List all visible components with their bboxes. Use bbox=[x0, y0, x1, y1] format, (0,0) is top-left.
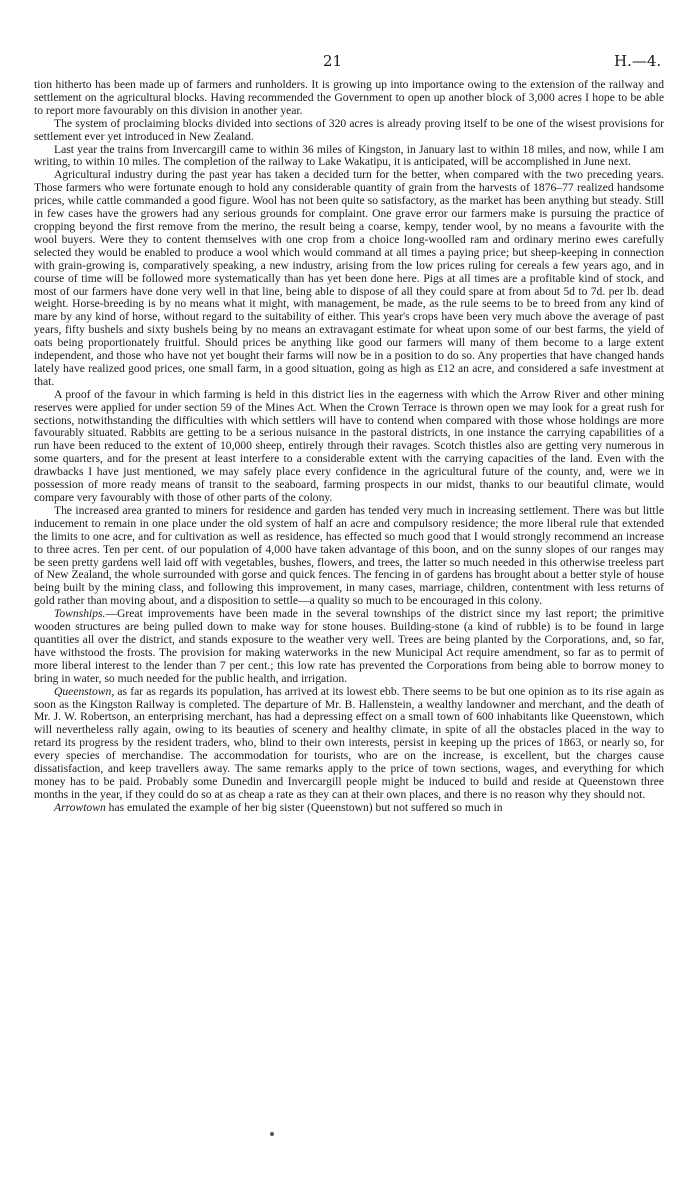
paragraph-text: Last year the trains from Invercargill came to within 36 miles of Kingston, in January last to within 18 miles, and now, while I am writing, to within 10 miles. The completion of the railway to Lake Wakatipu, it is anticipated, will be accomplished in June next. bbox=[34, 142, 664, 169]
paragraph-lead: Townships. bbox=[54, 607, 106, 621]
paragraph-text: as far as regards its population, has arrived at its lowest ebb. There seems to be but one opinion as to its rise again as soon as the Kingston Railway is completed. The departure of Mr. B. Hallenstein, a wealthy landowner and merchant, and the death of Mr. J. W. Robertson, an enterprising merchant, has had a depressing effect on a small town of 600 inhabitants like Queenstown, which will nevertheless rally again, owing to its beauties of scenery and healthy climate, in spite of all the obstacles placed in the way to retard its progress by the resident traders, who, blind to their own interests, persist in keeping up the prices of 1863, or nearly so, for every species of merchandise. The accommodation for tourists, who are on the increase, is excellent, but the charges cause dissatisfaction, and keep travellers away. The same remarks apply to the price of town sections, wages, and everything for which money has to be paid. Probably some Dunedin and Invercargill people might be induced to build and reside at Queenstown three months in the year, if they could do so at as cheap a rate as they can at their own places, and there is no reason why they should not. bbox=[34, 684, 664, 801]
paragraph-text: tion hitherto has been made up of farmers and runholders. It is growing up into importance owing to the extension of the railway and settlement on the agricultural blocks. Having recommended the Government to open up another block of 3,000 acres I hope to be able to report more favourably on this division in another year. bbox=[34, 78, 664, 117]
paragraph-text: has emulated the example of her big sister (Queenstown) but not suffered so much in bbox=[105, 800, 503, 814]
paragraph-residence-area bbox=[34, 505, 664, 608]
paragraph-townships bbox=[34, 608, 664, 685]
paragraph-queenstown bbox=[34, 686, 664, 802]
paragraph-continuation bbox=[34, 79, 664, 118]
paragraph-text: —Great improvements have been made in the several townships of the district since my last report; the primitive wooden structures are being pulled down to make way for stone houses. Building-stone (a kind of rubble) is to be found in large quantities all over the district, and stands exposure to the weather very well. Trees are being planted by the Corporations, and, so far, have withstood the frosts. The provision for making waterworks in the new Municipal Act require amendment, so far as to permit of more liberal interest to the lender than 7 per cent.; this low rate has prevented the Corporations from being able to borrow money to bring in water, so much needed for the public health, and irrigation. bbox=[34, 607, 664, 685]
paragraph-railway bbox=[34, 144, 664, 170]
paragraph-text: The increased area granted to miners for residence and garden has tended very much in increasing settlement. There was but little inducement to remain in one place under the old system of half an acre and compulsory residence; the more liberal rule that extended the limits to one acre, and for cultivation as well as residence, has effected so much good that I would strongly recommend an increase to three acres. Ten per cent. of our population of 4,000 have taken advantage of this boon, and on the sunny slopes of our ranges may be seen pretty gardens well laid off with vegetables, bushes, flowers, and trees, the latter so much needed in this otherwise treeless part of New Zealand, the whole surrounded with gorse and quick fences. The fencing in of gardens has brought about a better style of house being built by the mining class, and following this improvement, in many cases, marriage, children, contentment with less returns of gold rather than moving about, and a disposition to settle—a quality so much to be encouraged in this colony. bbox=[34, 503, 664, 608]
paragraph-lead: Queenstown, bbox=[54, 684, 115, 698]
paragraph-text: Agricultural industry during the past year has taken a decided turn for the better, when compared with the two preceding years. Those farmers who were fortunate enough to hold any considerable quantity of grain from the harvests of 1876–77 realized handsome prices, while cattle commanded a good figure. Wool has not been quite so satisfactory, as the market has been anything but steady. Still in few cases have the growers had any serious grounds for complaint. One grave error our farmers make is pursuing the practice of cropping beyond the first remove from the merino, the result being a coarse, kempy, tender wool, by no means a favourite with the wool buyers. Were they to content themselves with one crop from a choice long-woolled ram and ordinary merino ewes carefully selected they would be enabled to produce a wool which would command at all times a paying price; but sheep-keeping in connection with grain-growing is, comparatively speaking, a new industry, arising from the low prices ruling for cereals a few years ago, and in course of time will be followed more systematically than has yet been done here. Pigs at all times are a profitable kind of stock, and most of our farmers have done very well in that line, being able to dispose of all they could spare at from about 5d to 7d. per lb. dead weight. Horse-breeding is by no means what it might, with management, be made, as the rule seems to be to breed from any kind of mare by any kind of horse, without regard to the suitability of either. This year's crops have been very much above the average of past years, fifty bushels and sixty bushels being by no means an extravagant estimate for wheat upon some of our best farms, the yield of oats being proportionately fruitful. Should prices be anything like good our farmers will many of them become to a large extent independent, and those who have not yet bought their farms will now be in a position to do so. Any properties that have changed hands lately have realized good prices, one small farm, in a good situation, going as high as £12 an acre, and considered a safe investment at that. bbox=[34, 168, 664, 388]
document-reference: H.—4. bbox=[614, 52, 662, 70]
paragraph-agricultural-industry bbox=[34, 169, 664, 388]
page-header bbox=[0, 52, 700, 72]
paragraph-text: A proof of the favour in which farming is held in this district lies in the eagerness with which the Arrow River and other mining reserves were applied for under section 59 of the Mines Act. When the Crown Terrace is thrown open we may look for a great rush for sections, notwithstanding the difficulties with which settlers will have to contend when compared with those whose holdings are more favourably situated. Rabbits are getting to be a serious nuisance in the pastoral districts, in one instance the carrying capabilities of a run have been reduced to the extent of 10,000 sheep, entirely through their ravages. Scotch thistles also are getting very numerous in some quarters, and for the present at least interfere to a considerable extent with the carrying capacities of the land. Even with the drawbacks I have just mentioned, we may safely place every confidence in the agricultural future of the county, and, were we in possession of more ready means of transit to the seaboard, farming prospects in our midst, thanks to our beautiful climate, would compare very favourably with those of other parts of the colony. bbox=[34, 387, 664, 504]
page-number: 21 bbox=[323, 52, 343, 70]
page-footer-dot bbox=[270, 1132, 274, 1136]
report-body bbox=[34, 79, 664, 815]
paragraph-farming-favour bbox=[34, 389, 664, 505]
paragraph-arrowtown bbox=[34, 802, 664, 815]
paragraph-proclaiming-blocks bbox=[34, 118, 664, 144]
paragraph-lead: Arrowtown bbox=[54, 800, 106, 814]
paragraph-text: The system of proclaiming blocks divided into sections of 320 acres is already proving itself to be one of the wisest provisions for settlement ever yet introduced in New Zealand. bbox=[34, 116, 664, 143]
